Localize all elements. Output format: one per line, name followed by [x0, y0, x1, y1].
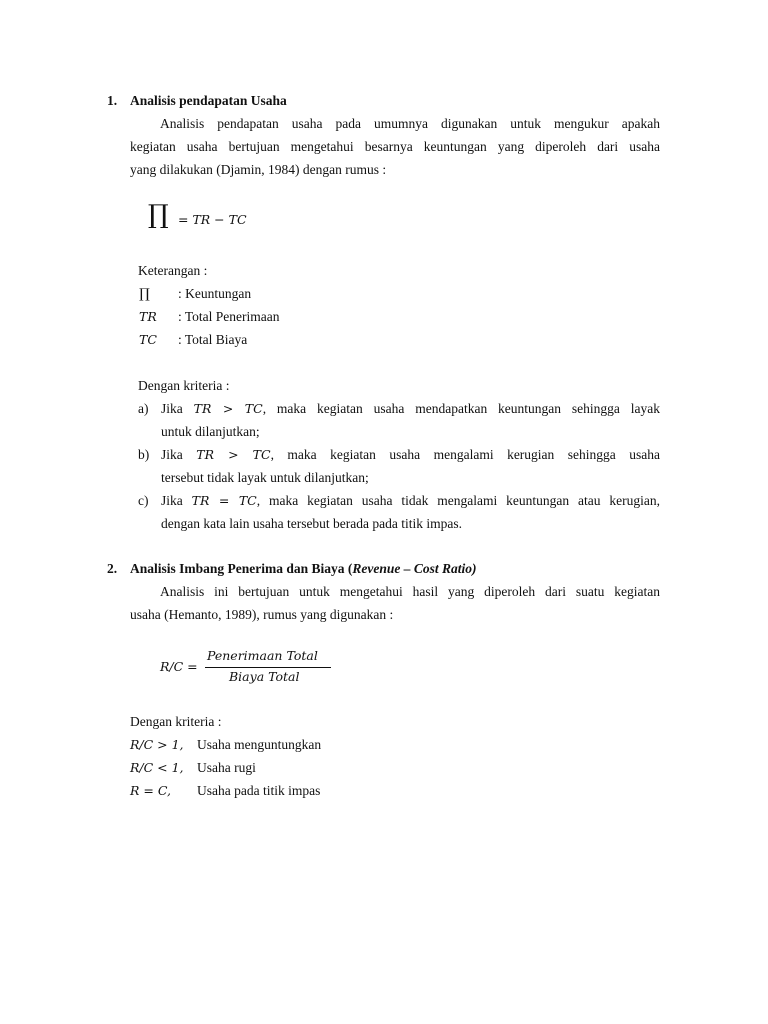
criteria-c-line-1	[161, 493, 660, 509]
rc-criteria-1-math: R/C > 1,	[130, 737, 184, 752]
rc-criteria-2-math: R/C < 1,	[130, 760, 184, 775]
criteria-c-math: TR = TC	[191, 493, 257, 508]
section-2-title-italic: Revenue – Cost Ratio)	[352, 561, 477, 576]
rc-fraction-denominator: Biaya Total	[229, 669, 300, 684]
product-symbol: ∏	[148, 200, 169, 230]
legend-symbol-profit: ∏	[139, 286, 150, 302]
criteria-a-line-2: untuk dilanjutkan;	[161, 424, 260, 439]
legend-symbol-tc: TC	[139, 332, 157, 347]
section-1-number: 1.	[107, 93, 118, 108]
section-2-paragraph-line-2: usaha (Hemanto, 1989), rumus yang digunakan :	[130, 607, 394, 622]
criteria-b-pre: Jika	[161, 447, 197, 462]
criteria-c-marker: c)	[138, 493, 149, 508]
section-2-title	[130, 561, 477, 577]
criteria-c-text: , maka kegiatan usaha tidak mengalami keuntungan atau kerugian,	[256, 493, 660, 508]
profit-formula: = TR − TC	[178, 212, 247, 227]
keterangan-label: Keterangan :	[138, 263, 208, 278]
criteria-a-math: TR > TC	[193, 401, 263, 416]
section-1-title: Analisis pendapatan Usaha	[130, 93, 287, 108]
criteria-b-line-1	[161, 447, 660, 463]
legend-symbol-tr: TR	[139, 309, 157, 324]
criteria-a-text: , maka kegiatan usaha mendapatkan keuntungan sehingga layak	[262, 401, 660, 416]
section-1-paragraph-line-2: kegiatan usaha bertujuan mengetahui besarnya keuntungan yang diperoleh dari usaha	[130, 139, 660, 154]
rc-fraction-numerator: Penerimaan Total	[207, 648, 318, 663]
section-2-paragraph-line-1: Analisis ini bertujuan untuk mengetahui hasil yang diperoleh dari suatu kegiatan	[160, 584, 660, 599]
criteria-c-line-2: dengan kata lain usaha tersebut berada pada titik impas.	[161, 516, 463, 531]
criteria-b-marker: b)	[138, 447, 150, 462]
criteria-c-pre: Jika	[161, 493, 192, 508]
legend-desc-profit: : Keuntungan	[178, 286, 252, 301]
criteria-b-math: TR > TC	[196, 447, 271, 462]
section-1-paragraph-line-3: yang dilakukan (Djamin, 1984) dengan rumus :	[130, 162, 387, 177]
rc-criteria-3-math: R = C,	[130, 783, 171, 798]
section-2-kriteria-label: Dengan kriteria :	[130, 714, 222, 729]
section-1-kriteria-label: Dengan kriteria :	[138, 378, 230, 393]
rc-formula-lhs: R/C =	[160, 659, 198, 674]
section-2-number: 2.	[107, 561, 118, 576]
criteria-a-line-1	[161, 401, 660, 417]
criteria-a-marker: a)	[138, 401, 149, 416]
rc-fraction	[205, 648, 333, 688]
section-1-paragraph-line-1: Analisis pendapatan usaha pada umumnya digunakan untuk mengukur apakah	[160, 116, 660, 131]
rc-fraction-bar	[205, 667, 331, 668]
rc-criteria-1-desc: Usaha menguntungkan	[197, 737, 322, 752]
criteria-b-text: , maka kegiatan usaha mengalami kerugian sehingga usaha	[270, 447, 661, 462]
criteria-b-line-2: tersebut tidak layak untuk dilanjutkan;	[161, 470, 369, 485]
legend-desc-tc: : Total Biaya	[178, 332, 248, 347]
legend-desc-tr: : Total Penerimaan	[178, 309, 280, 324]
section-2-title-main: Analisis Imbang Penerima dan Biaya (	[130, 561, 353, 576]
rc-criteria-3-desc: Usaha pada titik impas	[197, 783, 321, 798]
rc-criteria-2-desc: Usaha rugi	[197, 760, 256, 775]
criteria-a-pre: Jika	[161, 401, 194, 416]
